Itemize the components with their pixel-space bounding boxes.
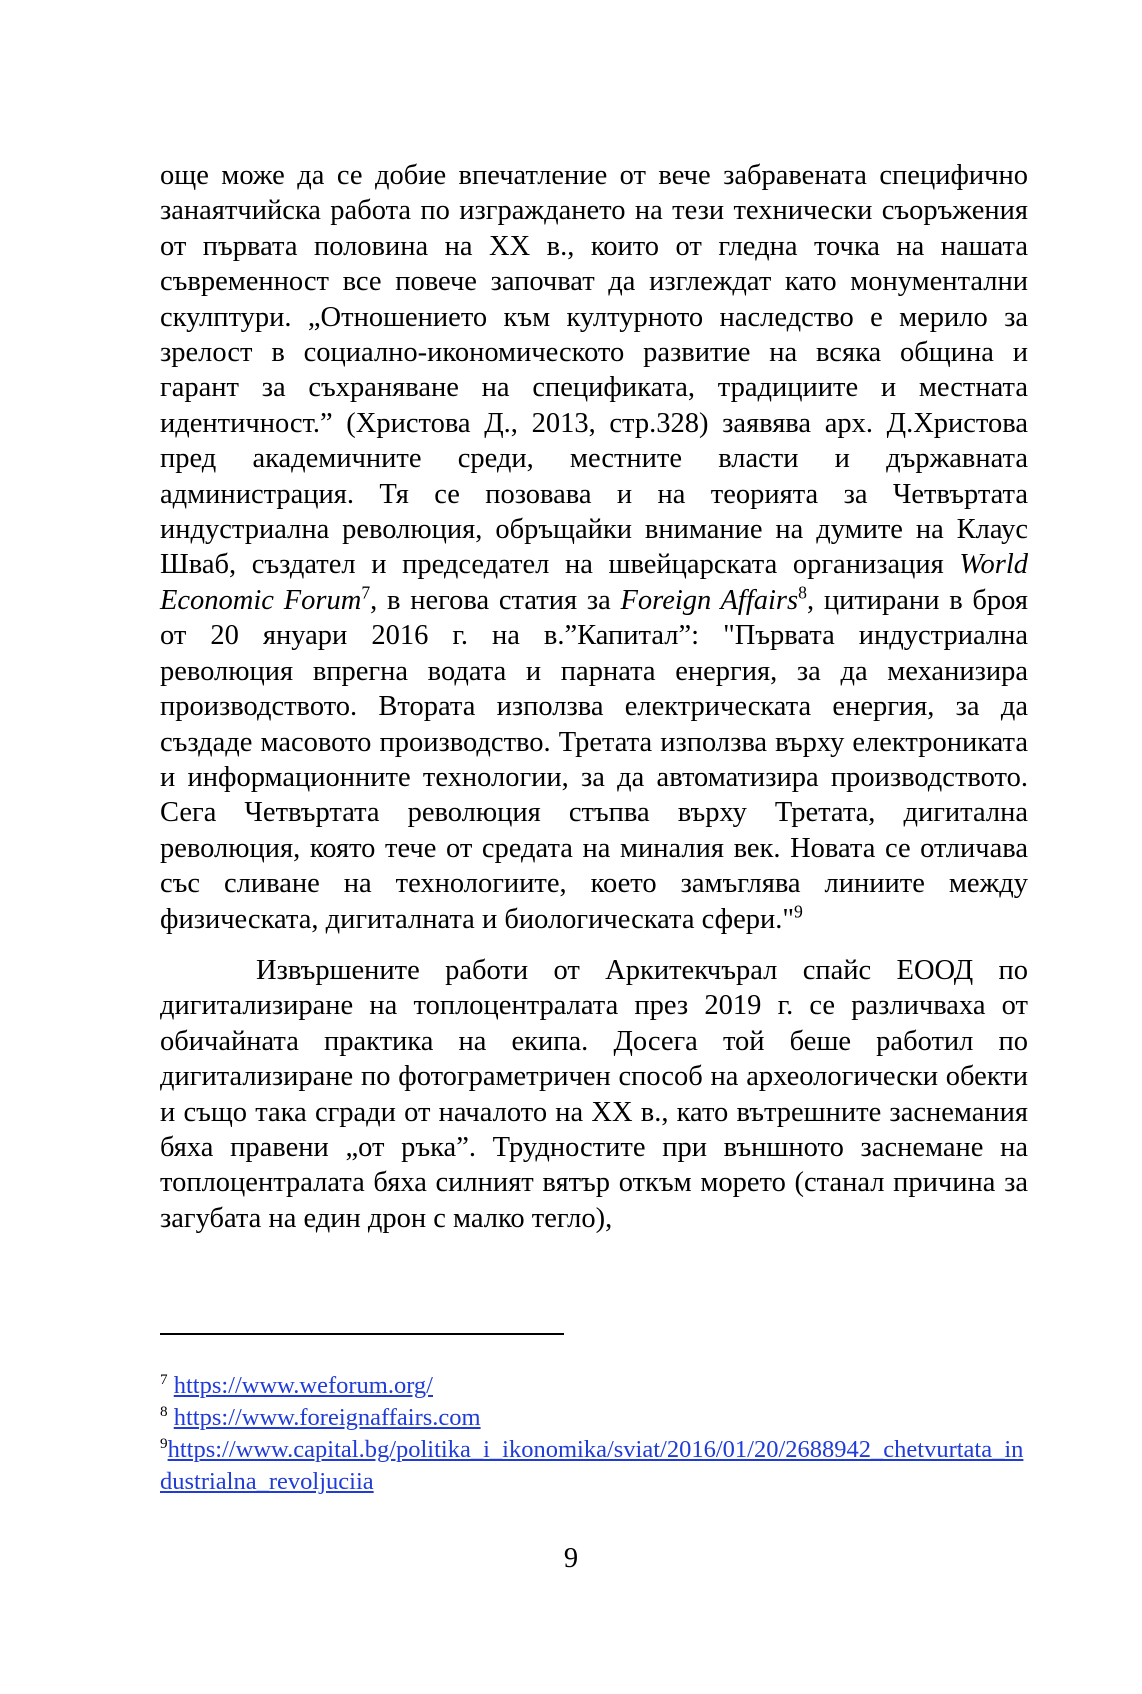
paragraph-text: , цитирани в броя от 20 януари 2016 г. на в.”Капитал”: "Първата индустриална революция впрегна водата и парната енергия, за да механизира производството. Втората използва електрическата енергия, за да създаде масовото производство. Третата използва върху електрониката и информационните технологии, за да автоматизира производството. Сега Четвъртата революция стъпва върху Третата, дигитална революция, която тече от средата на миналия век. Новата се отличава със сливане на технологиите, което замъглява линиите между физическата, дигиталната и биологическата сфери." <box>160 584 1028 935</box>
footnote-link[interactable]: https://www.weforum.org/ <box>173 1372 433 1399</box>
footnotes <box>160 1370 1028 1498</box>
paragraph-2: Извършените работи от Аркитекчърал спайс ЕООД по дигитализиране на топлоцентралата през 2019 г. се различваха от обичайната практика на екипа. Досега той беше работил по дигитализиране по фотограметричен способ на археологически обекти и също така сгради от началото на XX в., като вътрешните заснемания бяха правени „от ръка”. Трудностите при външното заснемане на топлоцентралата бяха силният вятър откъм морето (станал причина за загубата на един дрон с малко тегло), <box>160 954 1028 1234</box>
footnote-9 <box>160 1434 1028 1498</box>
footnote-number: 8 <box>160 1402 168 1420</box>
footnote-7 <box>160 1370 1028 1402</box>
paragraph-text: още може да се добие впечатление от вече забравената специфично занаятчийска работа по изграждането на тези технически съоръжения от първата половина на XX в., които от гледна точка на нашата съвременност все повече започват да изглеждат като монументални скулптури. „Отношението към културното наследство е мерило за зрелост в социално-икономическото развитие на всяка община и гарант за съхраняване на спецификата, традициите и местната идентичност.” (Христова Д., 2013, стр.328) заявява арх. Д.Христова пред академичните среди, местните власти и държавната администрация. Тя се позовава и на теорията за Четвъртата индустриална революция, обръщайки внимание на думите на Клаус Шваб, създател и председател на швейцарската организация <box>160 160 1028 581</box>
footnote-8 <box>160 1402 1028 1434</box>
page-number: 9 <box>563 1543 579 1574</box>
footnote-link[interactable]: https://www.foreignaffairs.com <box>173 1404 481 1431</box>
footnote-ref-7[interactable]: 7 <box>361 582 371 603</box>
paragraph-1 <box>160 158 1028 937</box>
italic-journal-name: Foreign Affairs <box>620 584 799 616</box>
footnote-ref-9[interactable]: 9 <box>794 901 803 922</box>
footnote-number: 9 <box>160 1434 168 1452</box>
footnote-link[interactable]: https://www.capital.bg/politika_i_ikonomika/sviat/2016/01/20/2688942_chetvurtata_industrialna_revoljuciia <box>160 1436 1024 1495</box>
italic-organization-name: World Economic Forum <box>160 549 1028 616</box>
footnote-separator <box>160 1333 564 1335</box>
footnote-ref-8[interactable]: 8 <box>798 582 807 603</box>
paragraph-text: , в негова статия за <box>370 584 621 616</box>
footnote-number: 7 <box>160 1370 168 1388</box>
body-text <box>160 158 1028 1236</box>
